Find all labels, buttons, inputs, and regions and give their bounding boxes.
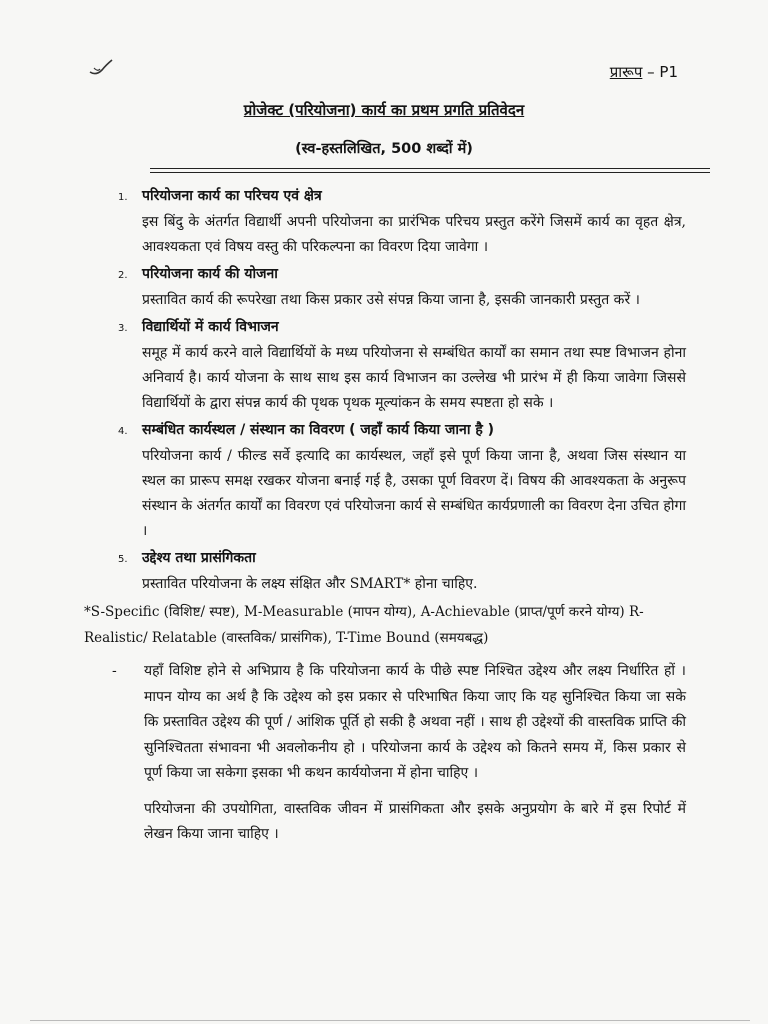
document-body [84,184,686,848]
section-body: प्रस्तावित परियोजना के लक्ष्य संक्षित और SMART* होना चाहिए. [142,576,478,592]
section-body: समूह में कार्य करने वाले विद्यार्थियों के मध्य परियोजना से सम्बंधित कार्यों का समान तथा स्पष्ट विभाजन होना अनिवार्य है। कार्य योजना के साथ साथ इस कार्य विभाजन का उल्लेख भी प्रारंभ में ही किया जावेगा जिससे विद्यार्थियों के द्वारा संपन्न कार्य की पृथक पृथक मूल्यांकन के समय स्पष्टता हो सके । [142,345,686,411]
section-heading [118,546,686,572]
closing-paragraph: परियोजना की उपयोगिता, वास्तविक जीवन में प्रासंगिकता और इसके अनुप्रयोग के बारे में इस रिपोर्ट में लेखन किया जाना चाहिए । [144,800,686,842]
divider-line [150,168,710,169]
section-title: उद्देश्य तथा प्रासंगिकता [142,550,256,566]
section-heading [118,262,686,288]
page-subtitle: (स्व-हस्तलिखित, 500 शब्दों में) [295,141,473,157]
section-2 [118,262,686,313]
section-3 [118,315,686,416]
divider-line [150,172,710,173]
section-heading [118,184,686,210]
section-title: विद्यार्थियों में कार्य विभाजन [142,319,279,335]
section-title: परियोजना कार्य की योजना [142,266,278,282]
page-edge-line [30,1020,750,1021]
form-code [610,62,678,82]
section-heading [118,418,686,444]
section-5 [118,546,686,597]
bullet-text: यहाँ विशिष्ट होने से अभिप्राय है कि परियोजना कार्य के पीछे स्पष्ट निश्चित उद्देश्य और लक्ष्य निर्धारित हों । मापन योग्य का अर्थ है कि उद्देश्य को इस प्रकार से परिभाषित किया जाए कि यह सुनिश्चित किया जा सके कि प्रस्तावित उद्देश्य की पूर्ण / आंशिक पूर्ति हो सकी है अथवा नहीं । साथ ही उद्देश्यों की वास्तविक प्राप्ति की सुनिश्चितता संभावना भी अवलोकनीय हो । परियोजना कार्य के उद्देश्य को कितने समय में, किस प्रकार से पूर्ण किया जा सकेगा इसका भी कथन कार्ययोजना में होना चाहिए । [144,663,686,781]
section-number: 2. [118,270,128,281]
section-1 [118,184,686,260]
smart-footnote: *S-Specific (विशिष्ट/ स्पष्ट), M-Measurable (मापन योग्य), A-Achievable (प्राप्त/पूर्ण करने योग्य) R-Realistic/ Relatable (वास्तविक/ प्रासंगिक), T-Time Bound (समयबद्ध) [84,604,644,646]
section-number: 3. [118,323,128,334]
section-number: 4. [118,426,128,437]
pen-mark [88,56,118,78]
section-number: 5. [118,554,128,565]
form-code-prefix: प्रारूप [609,63,643,81]
section-body: प्रस्तावित कार्य की रूपरेखा तथा किस प्रकार उसे संपन्न किया जाना है, इसकी जानकारी प्रस्तुत करें । [142,292,640,308]
section-4 [118,418,686,544]
section-heading [118,315,686,341]
page-title: प्रोजेक्ट (परियोजना) कार्य का प्रथम प्रगति प्रतिवेदन [243,101,525,119]
section-title: परियोजना कार्य का परिचय एवं क्षेत्र [142,188,322,204]
bullet-item [112,659,686,787]
bullet-marker: - [112,663,117,679]
form-code-suffix: – P1 [642,63,678,81]
section-body: परियोजना कार्य / फील्ड सर्वे इत्यादि का कार्यस्थल, जहाँ इसे पूर्ण किया जाना है, अथवा जिस संस्थान या स्थल का प्रारूप समक्ष रखकर योजना बनाई गई है, उसका पूर्ण विवरण दें। विषय की आवश्यकता के अनुरूप संस्थान के अंतर्गत कार्यों का विवरण एवं परियोजना कार्य से सम्बंधित कार्यप्रणाली का विवरण देना उचित होगा । [142,448,686,539]
section-body: इस बिंदु के अंतर्गत विद्यार्थी अपनी परियोजना का प्रारंभिक परिचय प्रस्तुत करेंगे जिसमें कार्य का वृहत क्षेत्र, आवश्यकता एवं विषय वस्तु की परिकल्पना का विवरण दिया जावेगा । [142,214,686,255]
section-title: सम्बंधित कार्यस्थल / संस्थान का विवरण ( जहाँ कार्य किया जाना है ) [142,422,495,438]
section-number: 1. [118,192,128,203]
